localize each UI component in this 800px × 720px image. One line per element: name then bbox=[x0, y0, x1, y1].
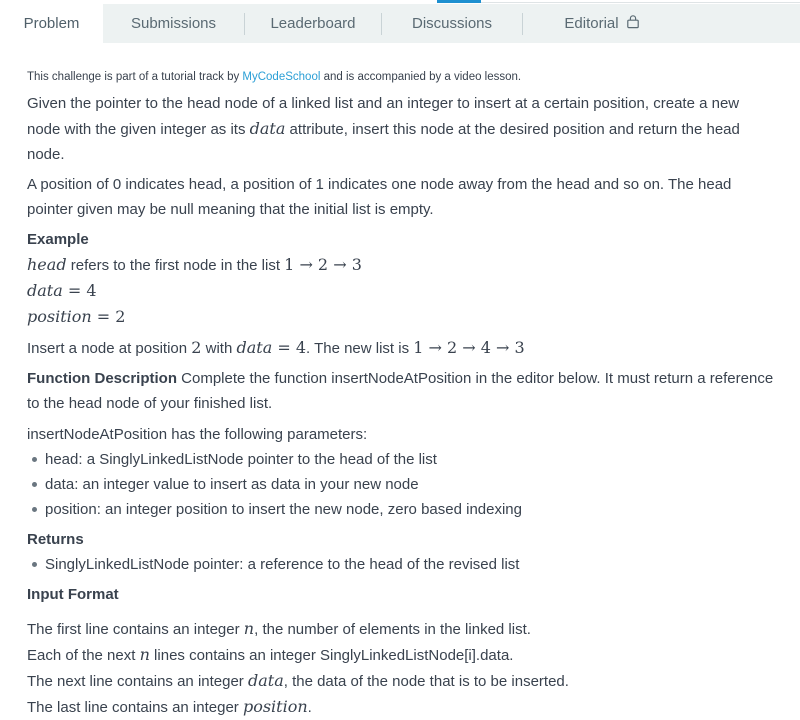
tab-leaderboard-label: Leaderboard bbox=[270, 15, 356, 32]
tab-editorial-label: Editorial bbox=[564, 15, 619, 32]
statement-text: attribute, insert this node at the desired position and return the head node. bbox=[27, 121, 740, 163]
returns-item: SinglyLinkedListNode pointer: a reference to the head of the revised list bbox=[27, 552, 775, 577]
example-line-text: refers to the first node in the list bbox=[66, 257, 285, 274]
math-expr-newlist: 1 → 2 → 4 → 3 bbox=[413, 338, 525, 357]
statement-paragraph-2: A position of 0 indicates head, a position of 1 indicates one node away from the head and so on. The head pointer given may be null meaning that the initial list is empty. bbox=[27, 176, 732, 218]
input-format-text: The next line contains an integer bbox=[27, 673, 248, 690]
math-var-data: data bbox=[247, 671, 284, 690]
math-value: = 2 bbox=[91, 307, 126, 326]
tab-problem-label: Problem bbox=[23, 15, 80, 32]
input-format-text: . bbox=[307, 699, 312, 716]
math-var-data: data bbox=[236, 338, 273, 357]
returns-heading: Returns bbox=[27, 531, 84, 548]
input-format-text: , the data of the node that is to be inserted. bbox=[283, 673, 569, 690]
lock-icon bbox=[626, 14, 640, 33]
example-block bbox=[27, 252, 775, 330]
input-format-text: lines contains an integer SinglyLinkedListNode[i].data. bbox=[149, 647, 514, 664]
input-format-text: The first line contains an integer bbox=[27, 621, 244, 638]
input-format-line-1 bbox=[27, 616, 775, 642]
tab-submissions-label: Submissions bbox=[130, 15, 217, 32]
math-var-head: head bbox=[27, 255, 67, 274]
tab-submissions[interactable] bbox=[103, 4, 244, 43]
tab-editorial[interactable] bbox=[523, 4, 681, 43]
input-format-heading: Input Format bbox=[27, 586, 119, 603]
example-result-line bbox=[27, 335, 775, 361]
parameter-item-head: head: a SinglyLinkedListNode pointer to the head of the list bbox=[27, 447, 775, 472]
example-result-text: . The new list is bbox=[306, 340, 414, 357]
example-line-position bbox=[27, 304, 775, 330]
math-var-n: n bbox=[243, 619, 255, 638]
parameter-item-data: data: an integer value to insert as data in your new node bbox=[27, 472, 775, 497]
header-divider-line bbox=[481, 2, 800, 3]
math-expr-list: 1 → 2 → 3 bbox=[284, 255, 362, 274]
math-var-data: data bbox=[27, 281, 63, 300]
math-var-data: data bbox=[249, 119, 286, 138]
mycodeschool-link[interactable]: MyCodeSchool bbox=[242, 71, 321, 83]
example-result-text: Insert a node at position bbox=[27, 340, 192, 357]
math-var-n: n bbox=[139, 645, 150, 664]
input-format-text: Each of the next bbox=[27, 647, 140, 664]
tutorial-note bbox=[27, 69, 775, 85]
top-strip bbox=[0, 0, 800, 4]
parameter-item-position: position: an integer position to insert the new node, zero based indexing bbox=[27, 497, 775, 522]
tab-discussions-label: Discussions bbox=[411, 15, 493, 32]
statement-text: Given the pointer to the head node of a linked list and an integer to insert at a certain position, create a new node with the given integer as its bbox=[27, 95, 740, 138]
statement-paragraph-1 bbox=[27, 91, 775, 167]
example-heading: Example bbox=[27, 231, 89, 248]
parameters-list bbox=[27, 447, 775, 522]
math-var-position: position bbox=[27, 307, 92, 326]
math-value: = 4 bbox=[272, 338, 306, 357]
parameters-intro: insertNodeAtPosition has the following parameters: bbox=[27, 426, 368, 443]
tab-discussions[interactable] bbox=[382, 4, 522, 43]
tab-leaderboard[interactable] bbox=[245, 4, 381, 43]
math-var-position: position bbox=[242, 697, 308, 716]
note-text-suffix: and is accompanied by a video lesson. bbox=[320, 71, 522, 83]
input-format-text: The last line contains an integer bbox=[27, 699, 243, 716]
example-result-text: with bbox=[201, 340, 237, 357]
returns-list bbox=[27, 552, 775, 577]
function-description-text: Complete the function insertNodeAtPosition in the editor below. It must return a reference to the head node of your finished list. bbox=[27, 370, 774, 412]
math-num: 2 bbox=[191, 338, 202, 357]
example-line-head bbox=[27, 252, 775, 278]
note-text-prefix: This challenge is part of a tutorial track by bbox=[27, 71, 243, 83]
tab-problem[interactable] bbox=[0, 4, 103, 43]
example-line-data bbox=[27, 278, 775, 304]
problem-statement-panel bbox=[0, 43, 800, 720]
active-tab-indicator bbox=[437, 0, 481, 3]
tab-bar bbox=[0, 4, 800, 43]
math-value: = 4 bbox=[62, 281, 97, 300]
input-format-line-3 bbox=[27, 668, 775, 694]
input-format-text: , the number of elements in the linked list. bbox=[254, 621, 531, 638]
input-format-line-4 bbox=[27, 694, 775, 720]
input-format-line-2 bbox=[27, 642, 775, 668]
function-description-paragraph bbox=[27, 366, 775, 416]
tab-bar-filler bbox=[681, 4, 800, 43]
function-description-label: Function Description bbox=[27, 370, 177, 387]
